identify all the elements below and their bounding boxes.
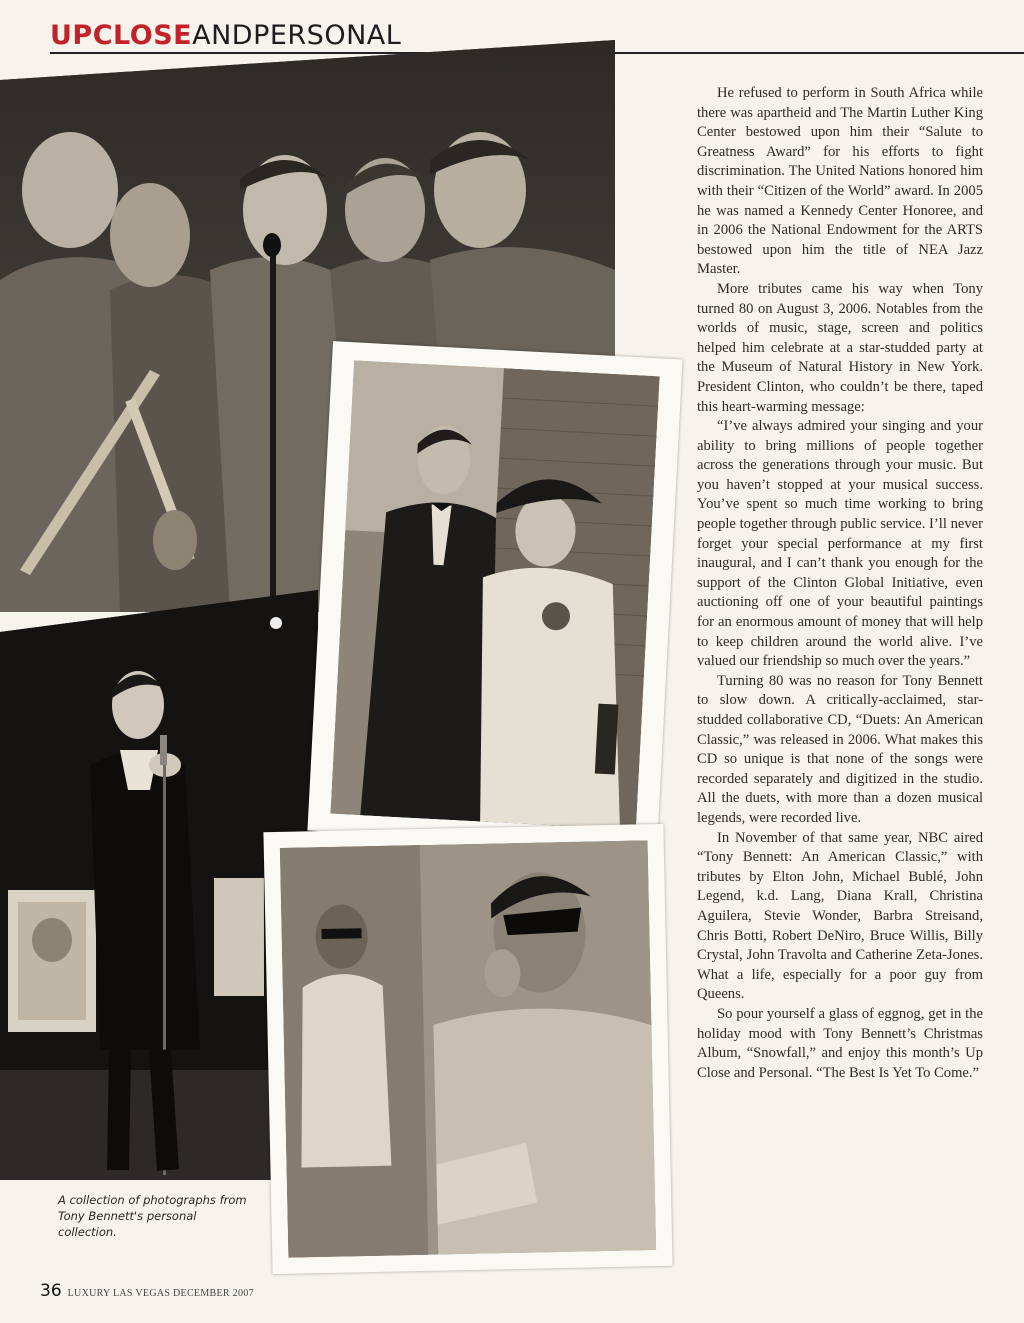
photo-tuxedo-mother	[307, 341, 682, 849]
page-footer	[40, 1283, 254, 1300]
article-paragraph: More tributes came his way when Tony turned 80 on August 3, 2006. Notables from the worlds of music, stage, screen and politics helped him celebrate at a star-studded party at the Museum of Natural History in New York. President Clinton, who couldn’t be there, taped this heart-warming message:	[697, 280, 983, 415]
caption-line-1: A collection of photographs from	[58, 1193, 247, 1207]
article-paragraph: “I’ve always admired your singing and your ability to bring millions of people together across the generations through your music. But you haven’t stopped at your musical success. You’ve spent so much time working to bring people together through public service. I’ll never forget your special performance at my first inaugural, and I can’t thank you enough for the support of the Clinton Global Initiative, even auctioning off one of your beautiful paintings for an enormous amount of money that will help to keep children around the world alive. I’ve valued our friendship so much over the years.”	[697, 418, 983, 670]
caption-line-2: Tony Bennett's personal collection.	[58, 1209, 197, 1239]
section-title-part2: ANDPERSONAL	[192, 20, 402, 51]
photo-sunglasses-portrait	[263, 824, 672, 1274]
page-number: 36	[40, 1281, 62, 1301]
section-title-part1: UPCLOSE	[50, 20, 193, 51]
publication-line: LUXURY LAS VEGAS DECEMBER 2007	[67, 1288, 254, 1299]
article-paragraph: Turning 80 was no reason for Tony Bennett to slow down. A critically-acclaimed, star-studded collaborative CD, “Duets: An American Classic,” was released in 2006. What makes this CD so unique is that none of the songs were recorded separately and digitized in the studio. All the duets, with more than a dozen musical legends, were recorded live.	[697, 672, 983, 826]
article-paragraph: He refused to perform in South Africa while there was apartheid and The Martin Luther King Center bestowed upon him their “Salute to Greatness Award” for his efforts to fight discrimination. The United Nations honored him with their “Citizen of the World” award. In 2005 he was named a Kennedy Center Honoree, and in 2006 the National Endowment for the ARTS bestowed upon him the title of NEA Jazz Master.	[697, 85, 983, 278]
article-paragraph: So pour yourself a glass of eggnog, get in the holiday mood with Tony Bennett’s Christmas Album, “Snowfall,” and enjoy this month’s Up Close and Personal. “The Best Is Yet To Come.”	[697, 1005, 983, 1081]
section-title	[50, 22, 401, 49]
article-column	[697, 84, 983, 1083]
photo-caption	[58, 1192, 258, 1240]
article-paragraph: In November of that same year, NBC aired “Tony Bennett: An American Classic,” with tributes by Elton John, Michael Bublé, John Legend, k.d. Lang, Diana Krall, Christina Aguilera, Stevie Wonder, Barbra Streisand, Chris Botti, Robert DeNiro, Bruce Willis, Billy Crystal, John Travolta and Catherine Zeta-Jones. What a life, especially for a poor guy from Queens.	[697, 829, 983, 1003]
